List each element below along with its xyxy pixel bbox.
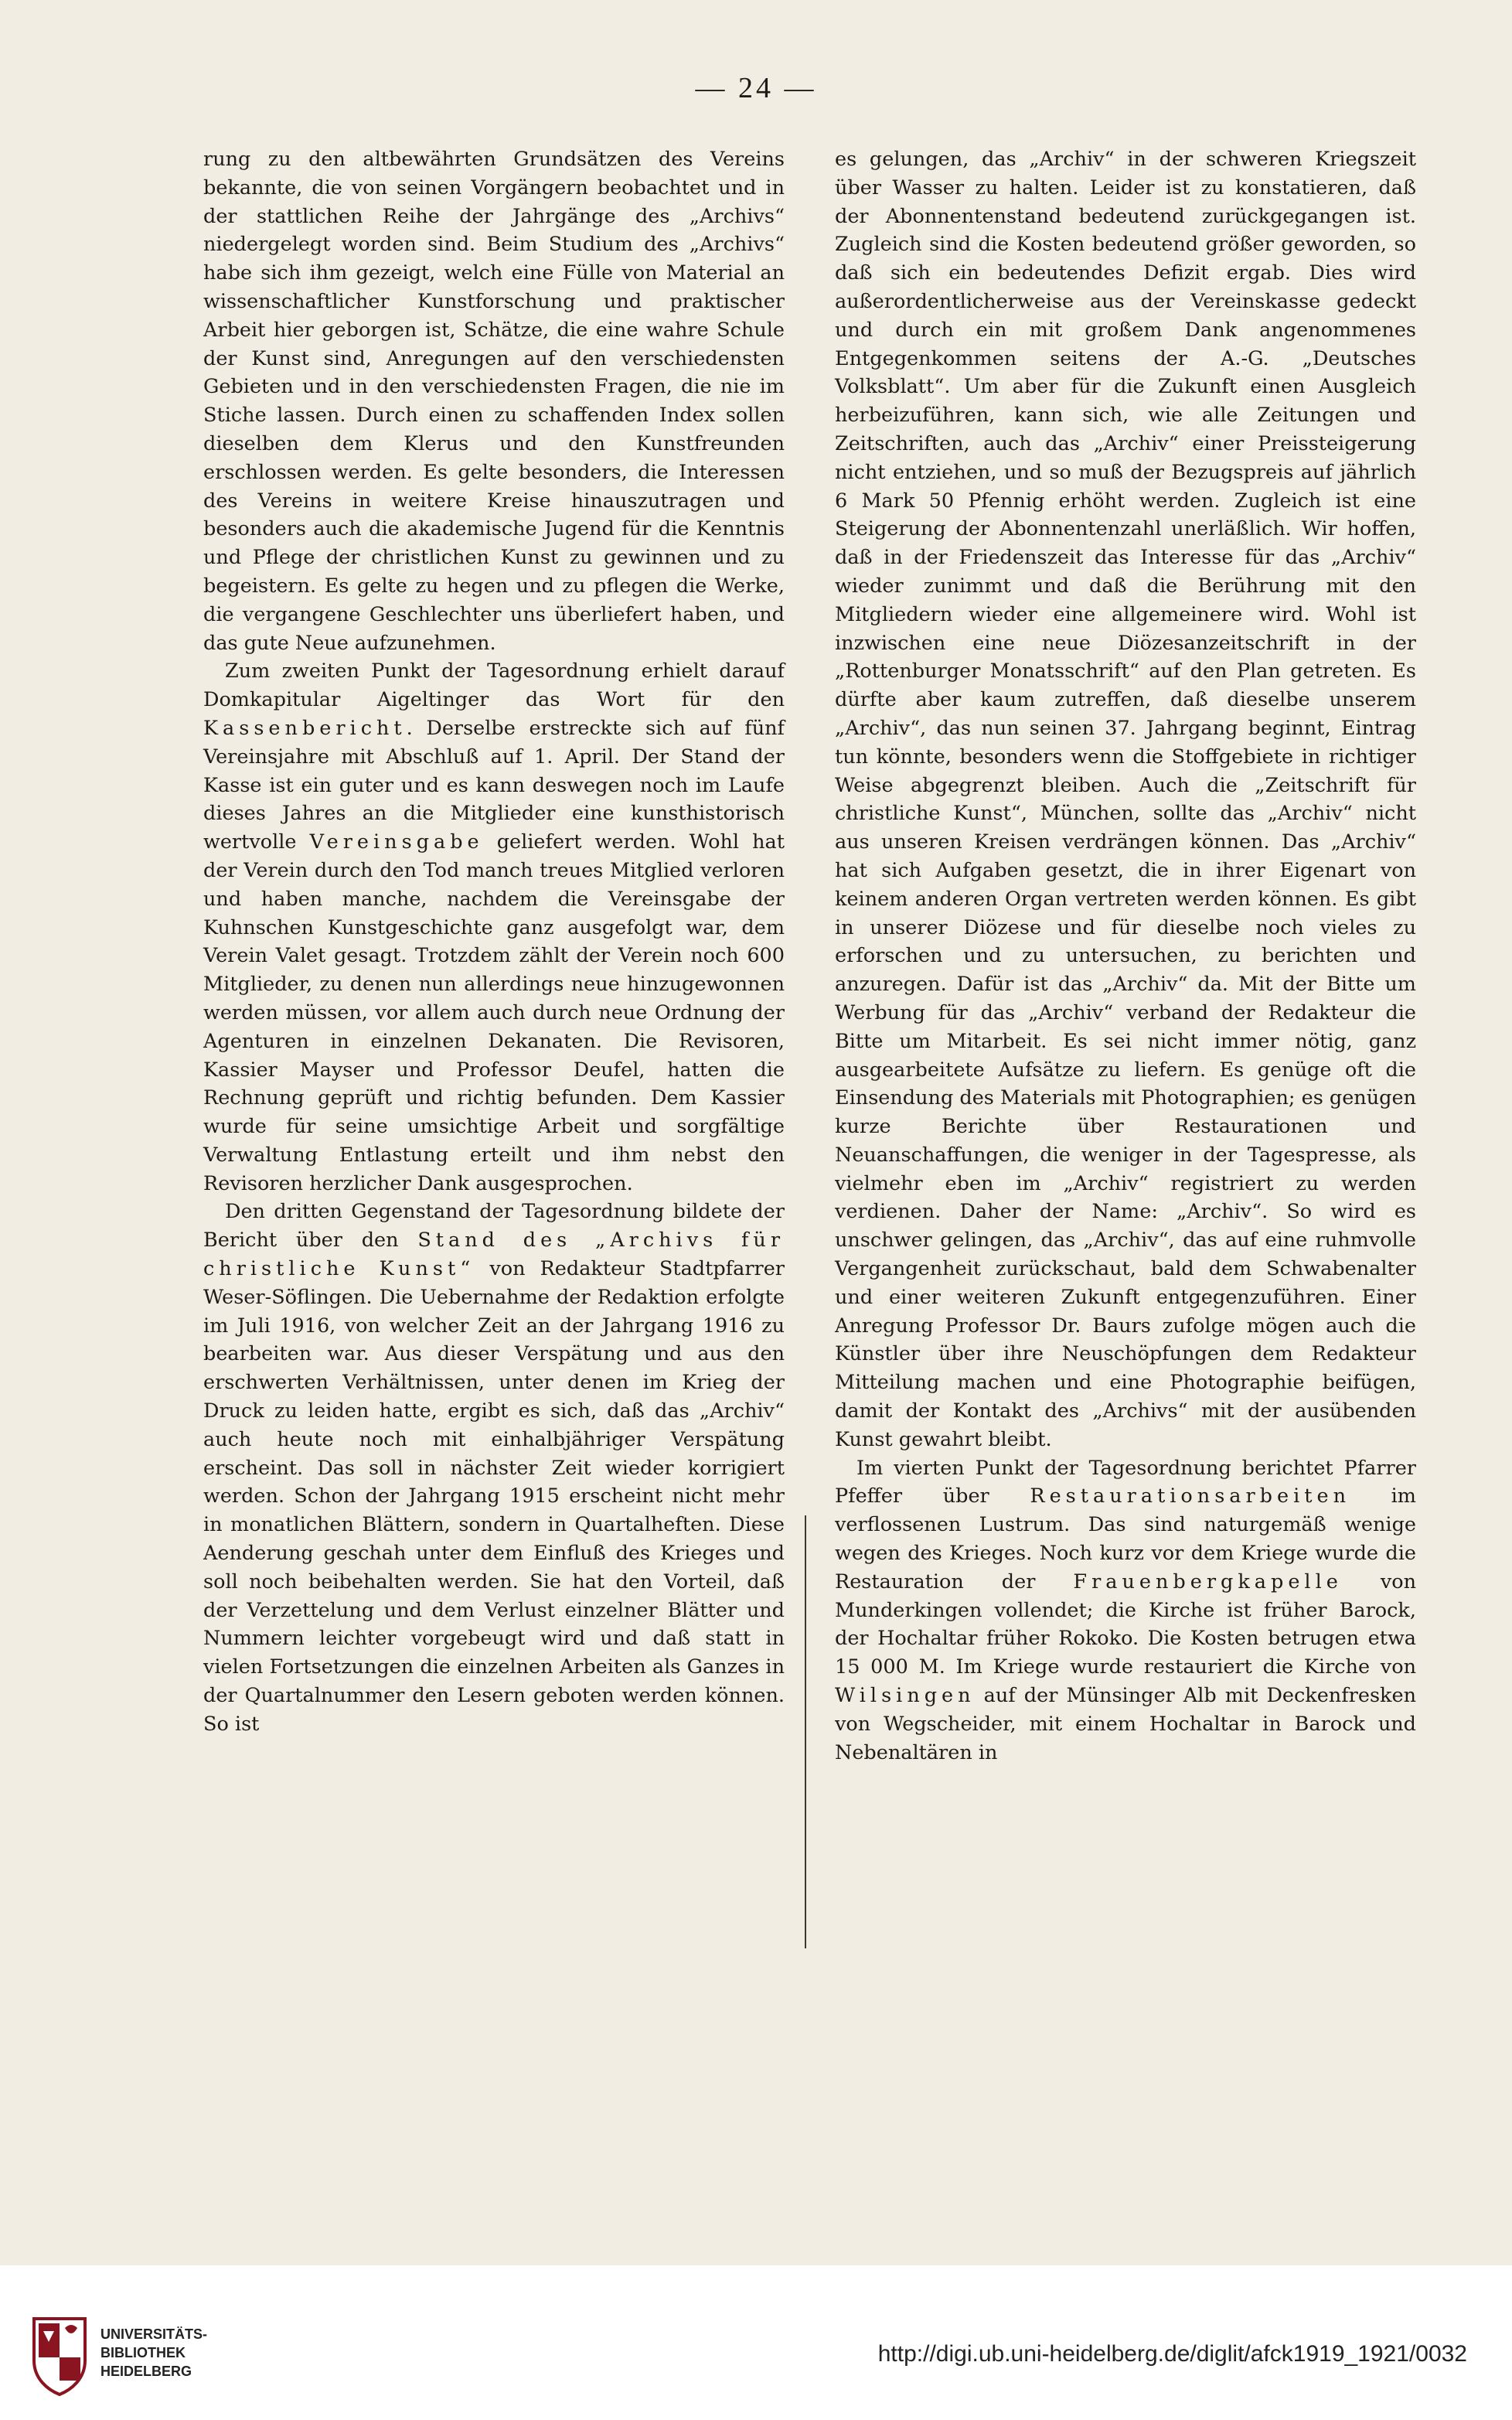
library-name-line: BIBLIOTHEK xyxy=(100,2345,186,2360)
text-run: Zum zweiten Punkt der Tagesordnung erhielt darauf Domkapitular Aigeltinger das Wort für den xyxy=(203,660,785,712)
left-column xyxy=(203,145,785,1739)
emphasized-term-archive-title: Stand des „Archivs für christliche Kunst“ xyxy=(203,1229,785,1281)
paragraph-archive-finances: es gelungen, das „Archiv“ in der schweren Kriegszeit über Wasser zu halten. Leider ist zu konstatieren, daß der Abonnentenstand bedeutend zurückgegangen ist. Zugleich sind die Kosten bedeutend größer geworden, so daß sich ein bedeutendes Defizit ergab. Dies wird außerordentlicherweise aus der Vereinskasse gedeckt und durch ein mit großem Dank angenommenes Entgegenkommen seitens der A.-G. „Deutsches Volksblatt“. Um aber für die Zukunft einen Ausgleich herbeizuführen, kann sich, wie alle Zeitungen und Zeitschriften, auch das „Archiv“ einer Preissteigerung nicht entziehen, und so muß der Bezugspreis auf jährlich 6 Mark 50 Pfennig erhöht werden. Zugleich ist eine Steigerung der Abonnentenzahl unerläßlich. Wir hoffen, daß in der Friedenszeit das Interesse für das „Archiv“ wieder zunimmt und daß die Berührung mit den Mitgliedern wieder eine allgemeinere wird. Wohl ist inzwischen eine neue Diözesanzeitschrift in der „Rottenburger Monatsschrift“ auf den Plan getreten. Es dürfte aber kaum zutreffen, daß dieselbe unserem „Archiv“, das nun seinen 37. Jahrgang beginnt, Eintrag tun könnte, besonders wenn die Stoffgebiete in richtiger Weise abgegrenzt bleiben. Auch die „Zeitschrift für christliche Kunst“, München, sollte das „Archiv“ nicht aus unseren Kreisen verdrängen können. Das „Archiv“ hat sich Aufgaben gesetzt, die in ihrer Eigenart von keinem anderen Organ vertreten werden können. Es gibt in unserer Diözese und für dieselbe noch vieles zu erforschen und zu untersuchen, zu berichten und anzuregen. Dafür ist das „Archiv“ da. Mit der Bitte um Werbung für das „Archiv“ verband der Redakteur die Bitte um Mitarbeit. Es sei nicht immer nötig, ganz ausgearbeitete Aufsätze zu liefern. Es genüge oft die Einsendung des Materials mit Photographien; es genügen kurze Berichte über Restaurationen und Neuanschaffungen, die weniger in der Tagespresse, als vielmehr eben im „Archiv“ registriert zu werden verdienen. Daher der Name: „Archiv“. So wird es unschwer gelingen, das „Archiv“, das auf eine ruhmvolle Vergangenheit zurückschaut, bald dem Schwabenalter und einer weiteren Zukunft entgegenzuführen. Einer Anregung Professor Dr. Baurs zufolge mögen auch die Künstler über ihre Neuschöpfungen dem Redakteur Mitteilung machen und eine Photographie beifügen, damit der Kontakt des „Archivs“ mit der ausübenden Kunst gewahrt bleibt. xyxy=(835,148,1416,1451)
library-name-line: HEIDELBERG xyxy=(100,2364,192,2379)
library-name xyxy=(100,2325,207,2381)
page-number: — 24 — xyxy=(695,72,817,104)
library-name-line: UNIVERSITÄTS- xyxy=(100,2326,208,2342)
emphasized-term-restaurationsarbeiten: Restaurationsarbeiten xyxy=(1030,1484,1351,1508)
paragraph-archive-principles: rung zu den altbewährten Grundsätzen des Vereins bekannte, die von seinen Vorgängern beobachtet und in der stattlichen Reihe der Jahrgänge des „Archivs“ niedergelegt worden sind. Beim Studium des „Archivs“ habe sich ihm gezeigt, welch eine Fülle von Material an wissenschaftlicher Kunstforschung und praktischer Arbeit hier geborgen ist, Schätze, die eine wahre Schule der Kunst sind, Anregungen auf den verschiedensten Gebieten und in den verschiedensten Fragen, die nie im Stiche lassen. Durch einen zu schaffenden Index sollen dieselben dem Klerus und den Kunstfreunden erschlossen werden. Es gelte besonders, die Interessen des Vereins in weitere Kreise hinauszutragen und besonders auch die akademische Jugend für die Kenntnis und Pflege der christlichen Kunst zu gewinnen und zu begeistern. Es gelte zu hegen und zu pflegen die Werke, die vergangene Geschlechter uns überliefert haben, und das gute Neue aufzunehmen. xyxy=(203,148,785,655)
shield-emblem-icon xyxy=(31,2316,88,2396)
right-column xyxy=(835,145,1416,1767)
text-run: geliefert werden. Wohl hat der Verein durch den Tod manch treues Mitglied verloren und haben manche, nachdem die Vereinsgabe der Kuhnschen Kunstgeschichte ganz ausgefolgt war, dem Verein Valet gesagt. Trotzdem zählt der Verein noch 600 Mitglieder, zu denen nun allerdings neue hinzugewonnen werden müssen, vor allem auch durch neue Ordnung der Agenturen in einzelnen Dekanaten. Die Revisoren, Kassier Mayser und Professor Deufel, hatten die Rechnung geprüft und richtig befunden. Dem Kassier wurde für seine umsichtige Arbeit und sorgfältige Verwaltung Entlastung erteilt und ihm nebst den Revisoren herzlicher Dank ausgesprochen. xyxy=(203,830,785,1195)
text-run: im verflossenen Lustrum. Das sind naturgemäß wenige wegen des Krieges. Noch kurz vor dem Kriege wurde die Restauration der xyxy=(835,1484,1416,1593)
source-url-link[interactable]: http://digi.ub.uni-heidelberg.de/diglit/afck1919_1921/0032 xyxy=(877,2341,1467,2367)
text-run: Im vierten Punkt der Tagesordnung berichtet Pfarrer Pfeffer über xyxy=(835,1456,1416,1508)
text-run: von Redakteur Stadtpfarrer Weser-Söflingen. Die Uebernahme der Redaktion erfolgte im Juli 1916, von welcher Zeit an der Jahrgang 1916 zu bearbeiten war. Aus dieser Verspätung und aus den erschwerten Verhältnissen, unter denen im Krieg der Druck zu leiden hatte, ergibt es sich, daß das „Archiv“ auch heute noch mit einhalbjähriger Verspätung erscheint. Das soll in nächster Zeit wieder korrigiert werden. Schon der Jahrgang 1915 erscheint nicht mehr in monatlichen Blättern, sondern in Quartalheften. Diese Aenderung geschah unter dem Einfluß des Krieges und soll noch beibehalten werden. Sie hat den Vorteil, daß der Verzettelung und dem Verlust einzelner Blätter und Nummern leichter vorgebeugt wird und daß statt in vielen Fortsetzungen die einzelnen Arbeiten als Ganzes in der Quartalnummer den Lesern geboten werden können. So ist xyxy=(203,1257,785,1736)
column-divider xyxy=(805,1515,806,1948)
paragraph-archive-report xyxy=(203,1198,785,1738)
emphasized-term-wilsingen: Wilsingen xyxy=(835,1684,976,1708)
text-run: . Derselbe erstreckte sich auf fünf Vereinsjahre mit Abschluß auf 1. April. Der Stand der Kasse ist ein guter und es kann deswegen noch im Laufe dieses Jahres an die Mitglieder eine kunsthistorisch wertvolle xyxy=(203,716,785,854)
university-library-logo[interactable] xyxy=(31,2316,88,2396)
paragraph-cash-report xyxy=(203,657,785,1198)
emphasized-term-frauenbergkapelle: Frauenbergkapelle xyxy=(1073,1570,1343,1593)
emphasized-term-kassenbericht: Kassenbericht xyxy=(203,716,407,740)
text-run: auf der Münsinger Alb mit Deckenfresken von Wegscheider, mit einem Hochaltar in Barock und Nebenaltären in xyxy=(835,1684,1416,1764)
paragraph-restoration-report xyxy=(835,1454,1416,1767)
text-run: von Munderkingen vollendet; die Kirche ist früher Barock, der Hochaltar früher Rokoko. Die Kosten betrugen etwa 15 000 M. Im Kriege wurde restauriert die Kirche von xyxy=(835,1570,1416,1679)
text-run: Den dritten Gegenstand der Tagesordnung bildete der Bericht über den xyxy=(203,1200,785,1253)
emphasized-term-vereinsgabe: Vereinsgabe xyxy=(309,830,484,854)
